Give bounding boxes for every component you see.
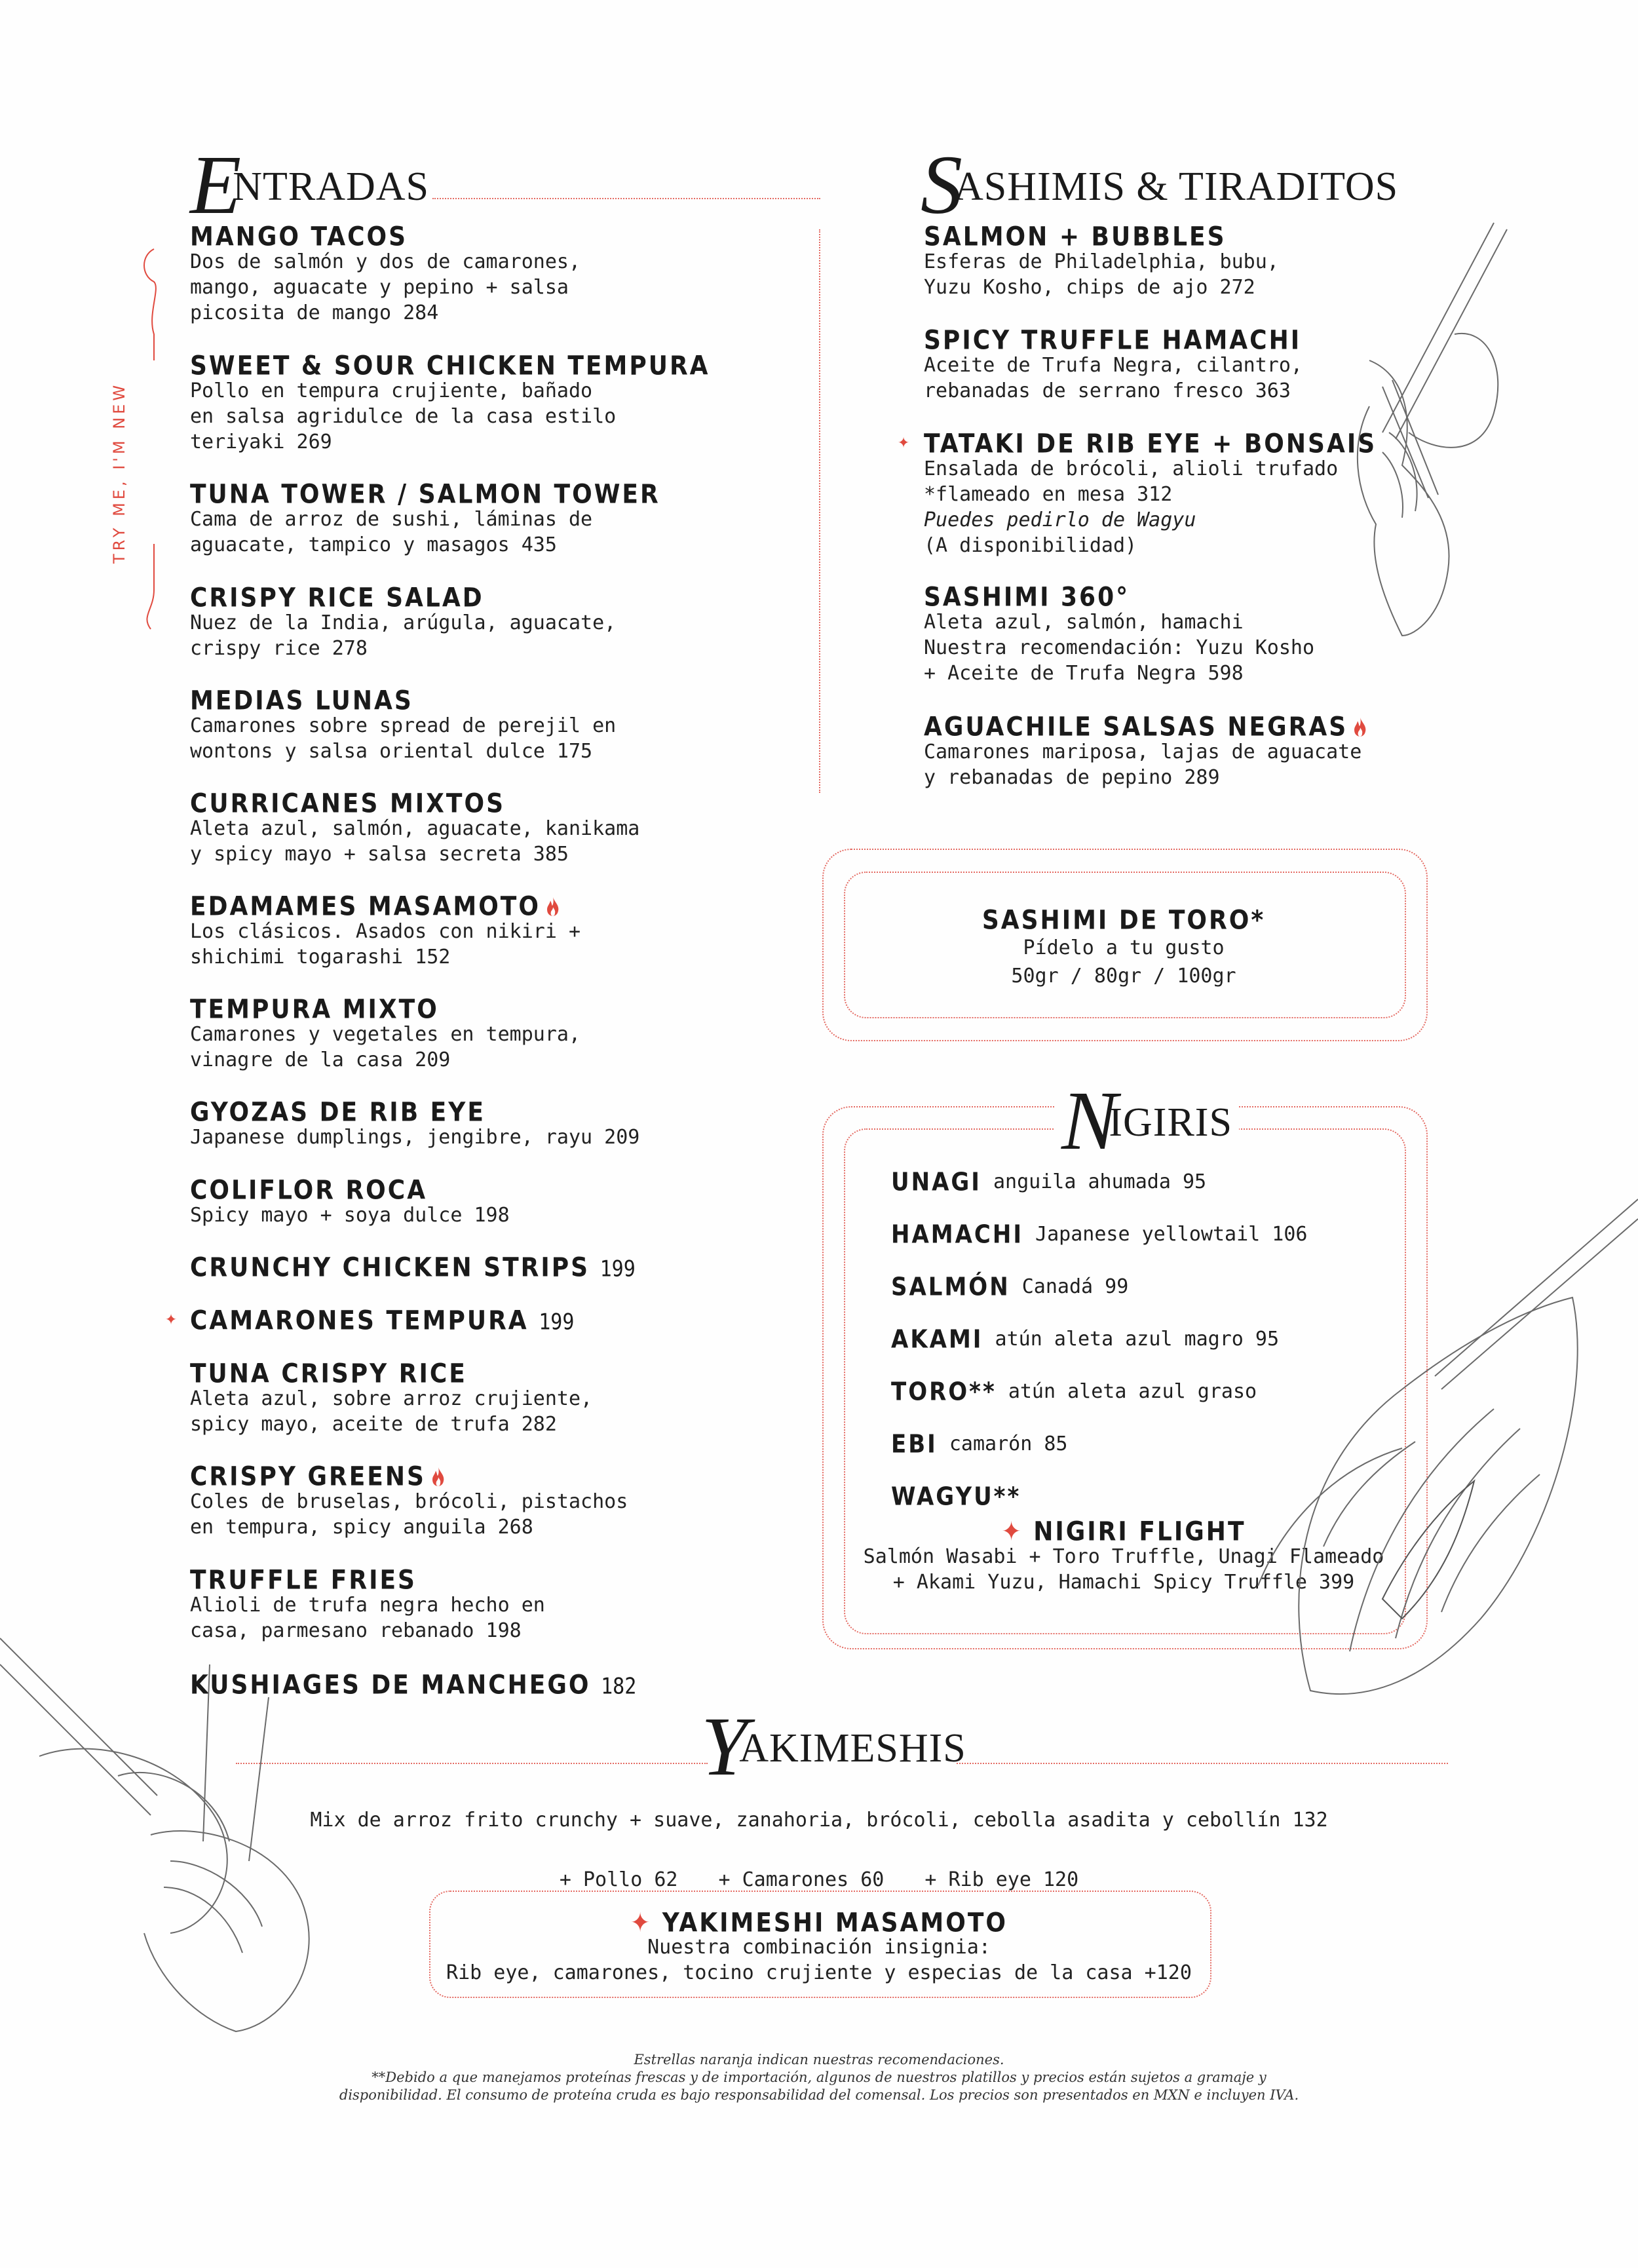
- menu-item: [190, 995, 581, 1073]
- item-desc: camarón 85: [949, 1432, 1068, 1455]
- yakimeshi-special: [429, 1909, 1209, 1986]
- item-desc: Salmón Wasabi + Toro Truffle, Unagi Flameado: [863, 1545, 1384, 1568]
- menu-item: [190, 1307, 574, 1334]
- item-name: CAMARONES TEMPURA 199: [190, 1305, 575, 1336]
- menu-item: [190, 480, 660, 558]
- item-desc: Aleta azul, sobre arroz crujiente, spicy mayo, aceite de trufa 282: [190, 1387, 593, 1436]
- item-desc: Rib eye, camarones, tocino crujiente y especias de la casa +120: [446, 1961, 1192, 1984]
- entradas-divider: [432, 198, 820, 199]
- star-icon: ✦: [1001, 1516, 1023, 1547]
- item-name: TATAKI DE RIB EYE + BONSAIS: [924, 429, 1377, 459]
- item-desc: + Akami Yuzu, Hamachi Spicy Truffle 399: [892, 1571, 1355, 1594]
- item-desc: Spicy mayo + soya dulce 198: [190, 1204, 510, 1227]
- item-name: SASHIMI DE TORO*: [981, 905, 1266, 936]
- nigiri-item: [891, 1273, 1129, 1302]
- item-desc: Pollo en tempura crujiente, bañado en salsa agridulce de la casa estilo teriyaki 269: [190, 379, 617, 453]
- menu-item: [190, 352, 710, 455]
- item-name: CURRICANES MIXTOS: [190, 788, 506, 819]
- item-desc: Aceite de Trufa Negra, cilantro, rebanadas de serrano fresco 363: [924, 354, 1303, 402]
- item-price: 182: [601, 1674, 637, 1700]
- footer-notes: [164, 2051, 1474, 2104]
- yakimeshis-desc: Mix de arroz frito crunchy + suave, zanahoria, brócoli, cebolla asadita y cebollín 132: [310, 1809, 1328, 1832]
- star-icon: ✦: [165, 1307, 178, 1330]
- item-desc: Camarones sobre spread de perejil en wontons y salsa oriental dulce 175: [190, 714, 617, 763]
- flame-icon: [1353, 717, 1367, 737]
- item-price: 199: [600, 1256, 636, 1282]
- menu-item: [924, 713, 1367, 790]
- nigiri-item: [891, 1168, 1207, 1197]
- item-sizes: 50gr / 80gr / 100gr: [1011, 965, 1236, 988]
- item-desc: atún aleta azul magro 95: [995, 1328, 1280, 1351]
- footer-line: Estrellas naranja indican nuestras recomendaciones.: [634, 2052, 1004, 2067]
- menu-item: [190, 1360, 592, 1437]
- menu-item: [190, 893, 581, 970]
- nigiri-item: [891, 1430, 1068, 1459]
- menu-item: [924, 326, 1303, 404]
- menu-item: [190, 687, 616, 764]
- item-name: EDAMAMES MASAMOTO: [190, 893, 581, 922]
- toro-box-content: [844, 906, 1403, 989]
- item-name: SPICY TRUFFLE HAMACHI: [924, 325, 1302, 356]
- item-desc: Nuestra combinación insignia:: [647, 1936, 991, 1959]
- item-price: 199: [539, 1309, 575, 1336]
- footer-line: disponibilidad. El consumo de proteína cruda es bajo responsabilidad del comensal. Los precios son presentados en MXN e incluyen IVA.: [339, 2087, 1299, 2103]
- item-note: (A disponibilidad): [924, 534, 1137, 557]
- item-name: CRUNCHY CHICKEN STRIPS 199: [190, 1252, 636, 1283]
- item-name: KUSHIAGES DE MANCHEGO 182: [190, 1670, 637, 1701]
- side-tag: TRY ME, I'M NEW: [110, 381, 128, 564]
- item-name: GYOZAS DE RIB EYE: [190, 1097, 486, 1128]
- item-name: CRISPY GREENS: [190, 1463, 628, 1492]
- chopsticks-nigiri-illustration: [1245, 1193, 1638, 1730]
- item-name: SASHIMI 360°: [924, 582, 1130, 613]
- item-name: WAGYU**: [891, 1482, 1021, 1512]
- yakimeshis-divider-right: [957, 1763, 1448, 1764]
- flame-icon: [546, 896, 560, 917]
- side-tag-line: [134, 236, 174, 642]
- column-divider: [819, 229, 820, 793]
- item-desc: Camarones y vegetales en tempura, vinagre de la casa 209: [190, 1023, 581, 1071]
- item-name: TUNA CRISPY RICE: [190, 1358, 467, 1389]
- menu-item: [924, 430, 1377, 558]
- entradas-title: ENTRADAS: [190, 138, 429, 231]
- yakimeshis-addons: [197, 1841, 1441, 1893]
- item-desc: Pídelo a tu gusto: [1023, 936, 1225, 959]
- item-desc: Alioli de trufa negra hecho en casa, parmesano rebanado 198: [190, 1594, 545, 1642]
- star-icon: ✦: [630, 1908, 653, 1938]
- item-note: Puedes pedirlo de Wagyu: [924, 509, 1196, 531]
- item-name: TUNA TOWER / SALMON TOWER: [190, 479, 660, 510]
- item-name: SALMON + BUBBLES: [924, 221, 1227, 252]
- flame-icon: [431, 1467, 446, 1487]
- chopsticks-sashimi-illustration: [1343, 216, 1540, 649]
- addon: + Pollo 62: [559, 1868, 678, 1891]
- star-icon: ✦: [898, 430, 910, 453]
- sashimis-title: SASHIMIS & TIRADITOS: [921, 138, 1399, 231]
- item-desc: Nuez de la India, arúgula, aguacate, crispy rice 278: [190, 611, 617, 660]
- item-desc: Aleta azul, salmón, aguacate, kanikama y spicy mayo + salsa secreta 385: [190, 817, 640, 866]
- menu-item: [190, 1463, 628, 1540]
- item-name: COLIFLOR ROCA: [190, 1175, 428, 1206]
- item-name: CRISPY RICE SALAD: [190, 583, 484, 613]
- nigiri-item: [891, 1482, 1021, 1512]
- menu-item: [190, 584, 616, 661]
- menu-item: [190, 1254, 636, 1281]
- item-name: ✦ YAKIMESHI MASAMOTO: [630, 1908, 1008, 1938]
- menu-item: [190, 1176, 510, 1228]
- item-desc: Coles de bruselas, brócoli, pistachos en tempura, spicy anguila 268: [190, 1490, 628, 1539]
- footer-line: **Debido a que manejamos proteínas frescas y de importación, algunos de nuestros platillos y precios están sujetos a gramaje y: [371, 2069, 1267, 2085]
- item-desc: Dos de salmón y dos de camarones, mango, aguacate y pepino + salsa picosita de mango 284: [190, 250, 581, 324]
- menu-item: [924, 583, 1314, 686]
- menu-item: [190, 790, 639, 867]
- item-name: AKAMI: [891, 1325, 983, 1355]
- nigiris-title: NIGIRIS: [1055, 1088, 1239, 1153]
- item-name: AGUACHILE SALSAS NEGRAS: [924, 713, 1367, 742]
- item-name: TRUFFLE FRIES: [190, 1565, 417, 1596]
- item-name: TEMPURA MIXTO: [190, 994, 439, 1025]
- item-desc: atún aleta azul graso: [1008, 1380, 1257, 1403]
- item-name: SALMÓN: [891, 1273, 1010, 1302]
- nigiri-item: [891, 1377, 1257, 1407]
- item-name: MANGO TACOS: [190, 221, 408, 252]
- item-desc: Camarones mariposa, lajas de aguacate y rebanadas de pepino 289: [924, 740, 1362, 789]
- item-name: MEDIAS LUNAS: [190, 685, 413, 716]
- item-desc: Los clásicos. Asados con nikiri + shichimi togarashi 152: [190, 920, 581, 969]
- item-desc: Esferas de Philadelphia, bubu, Yuzu Kosho, chips de ajo 272: [924, 250, 1279, 299]
- item-name: TORO**: [891, 1377, 997, 1407]
- chopsticks-gyoza-illustration: [0, 1625, 341, 2045]
- menu-item: [190, 223, 581, 326]
- item-name: HAMACHI: [891, 1220, 1023, 1250]
- item-desc: Ensalada de brócoli, alioli trufado *flameado en mesa 312: [924, 457, 1339, 506]
- yakimeshis-title: YAKIMESHIS: [701, 1700, 966, 1793]
- addon: + Rib eye 120: [924, 1868, 1079, 1891]
- item-name: UNAGI: [891, 1168, 981, 1197]
- item-desc: anguila ahumada 95: [993, 1170, 1207, 1193]
- item-desc: Cama de arroz de sushi, láminas de aguacate, tampico y masagos 435: [190, 508, 593, 556]
- item-name: SWEET & SOUR CHICKEN TEMPURA: [190, 351, 710, 381]
- item-desc: Canadá 99: [1021, 1275, 1129, 1298]
- item-desc: Aleta azul, salmón, hamachi Nuestra recomendación: Yuzu Kosho + Aceite de Trufa Negra 598: [924, 611, 1315, 685]
- menu-item: [924, 223, 1279, 300]
- menu-item: [190, 1098, 639, 1150]
- item-name: ✦ NIGIRI FLIGHT: [1001, 1516, 1246, 1547]
- item-name: EBI: [891, 1430, 938, 1459]
- item-desc: Japanese dumplings, jengibre, rayu 209: [190, 1126, 640, 1149]
- nigiri-item: [891, 1325, 1280, 1355]
- addon: + Camarones 60: [718, 1868, 885, 1891]
- item-desc: Japanese yellowtail 106: [1035, 1223, 1308, 1246]
